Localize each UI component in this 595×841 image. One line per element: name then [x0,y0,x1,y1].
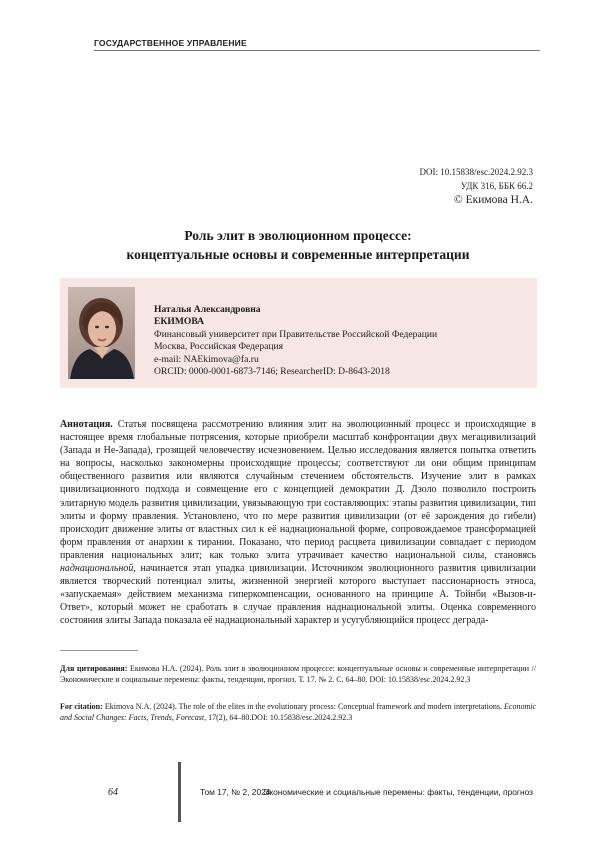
citation-ru-text: Екимова Н.А. (2024). Роль элит в эволюционном процессе: концептуальные основы и современные интерпретации // Экономические и социальные перемены: факты, тенденции, прогноз. Т. 17. № 2. С. 64–80. DOI: 10.15838/esc.2024.2.92.3 [60,664,537,684]
author-box [60,278,537,388]
abstract [60,418,536,628]
abstract-text-b: , начинается этап упадка цивилизации. Источником эволюционного развития цивилизации является творческий потенциал элиты, жизненной энергией которого выступает пассионарность этноса, «запускаемая» действием механизма гиперкомпенсации, основанного на принципе А. Тойнби «Вызов-и-Ответ», который может не сработать в случае правления наднациональной элиты. Оценка современного состояния элиты Запада показала её наднациональный характер и усугубляющийся процесс деграда- [60,563,536,627]
title-line-1: Роль элит в эволюционном процессе: [184,228,412,243]
author-email[interactable]: e-mail: NAEkimova@fa.ru [154,353,259,365]
footer-divider [178,762,181,822]
abstract-label: Аннотация. [60,419,113,430]
footer-issue: Том 17, № 2, 2024 [200,787,271,797]
doi: DOI: 10.15838/esc.2024.2.92.3 [419,167,533,177]
citation-en-text-b: , 17(2), 64–80.DOI: 10.15838/esc.2024.2.92.3 [204,712,353,722]
citation-ru-label: Для цитирования: [60,664,128,673]
citation-en-label: For citation: [60,702,103,711]
copyright: © Екимова Н.А. [453,194,533,206]
citation-en-text-a: Ekimova N.A. (2024). The role of the elites in the evolutionary process: Conceptual framework and modern interpretations. [102,702,505,711]
citation-ru [60,664,536,685]
abstract-emphasis: наднациональной [60,563,134,575]
abstract-text-a: Статья посвящена рассмотрению влияния элит на эволюционный процесс и происходящие в настоящее время глобальные потрясения, которые приобрели масштаб конфронтации двух мегацивилизаций (Запада и Не-Запада), грозящей человечеству исчезновением. Целью исследования является попытка ответить на вопросы, насколько закономерны происходящие процессы; соответствуют ли они общим принципам общественного развития или являются случайным стечением обстоятельств. Изучение элит в рамках цивилизационного подхода и совмещение его с концепцией демократии Д. Дзоло позволило построить элитарную модель развития цивилизации, увязывающую три составляющих: этапы развития цивилизации, тип элиты и форму правления. Установлено, что по мере развития цивилизации (от её зарождения до гибели) происходит движение элиты от властных сил к её наднациональной форме, сопровождаемое трансформацией форм правления от анархии к тирании. Показано, что период расцвета цивилизации совпадает с периодом правления национальных элит; как только элита утрачивает качество национальной силы, становясь [60,419,536,561]
author-surname: ЕКИМОВА [154,316,205,328]
author-given-name: Наталья Александровна [154,304,261,315]
citation-en [60,702,536,723]
page-number: 64 [108,787,118,798]
author-location: Москва, Российская Федерация [154,341,284,353]
citation-en-journal: Economic and Social Changes: Facts, Trends, Forecast [60,702,537,722]
article-title [60,226,536,264]
author-portrait-icon [68,287,135,379]
title-line-2: концептуальные основы и современные интерпретации [126,247,470,262]
udk: УДК 316, ББК 66.2 [460,181,533,191]
header-rule [94,50,540,51]
footnote-rule [60,650,138,651]
author-affiliation: Финансовый университет при Правительстве Российской Федерации [154,328,438,340]
section-label: ГОСУДАРСТВЕННОЕ УПРАВЛЕНИЕ [94,38,247,48]
author-info [154,304,437,378]
footer-journal: Экономические и социальные перемены: факты, тенденции, прогноз [263,787,533,797]
author-ids: ORCID: 0000-0001-6873-7146; ResearcherID: D-8643-2018 [154,366,390,378]
